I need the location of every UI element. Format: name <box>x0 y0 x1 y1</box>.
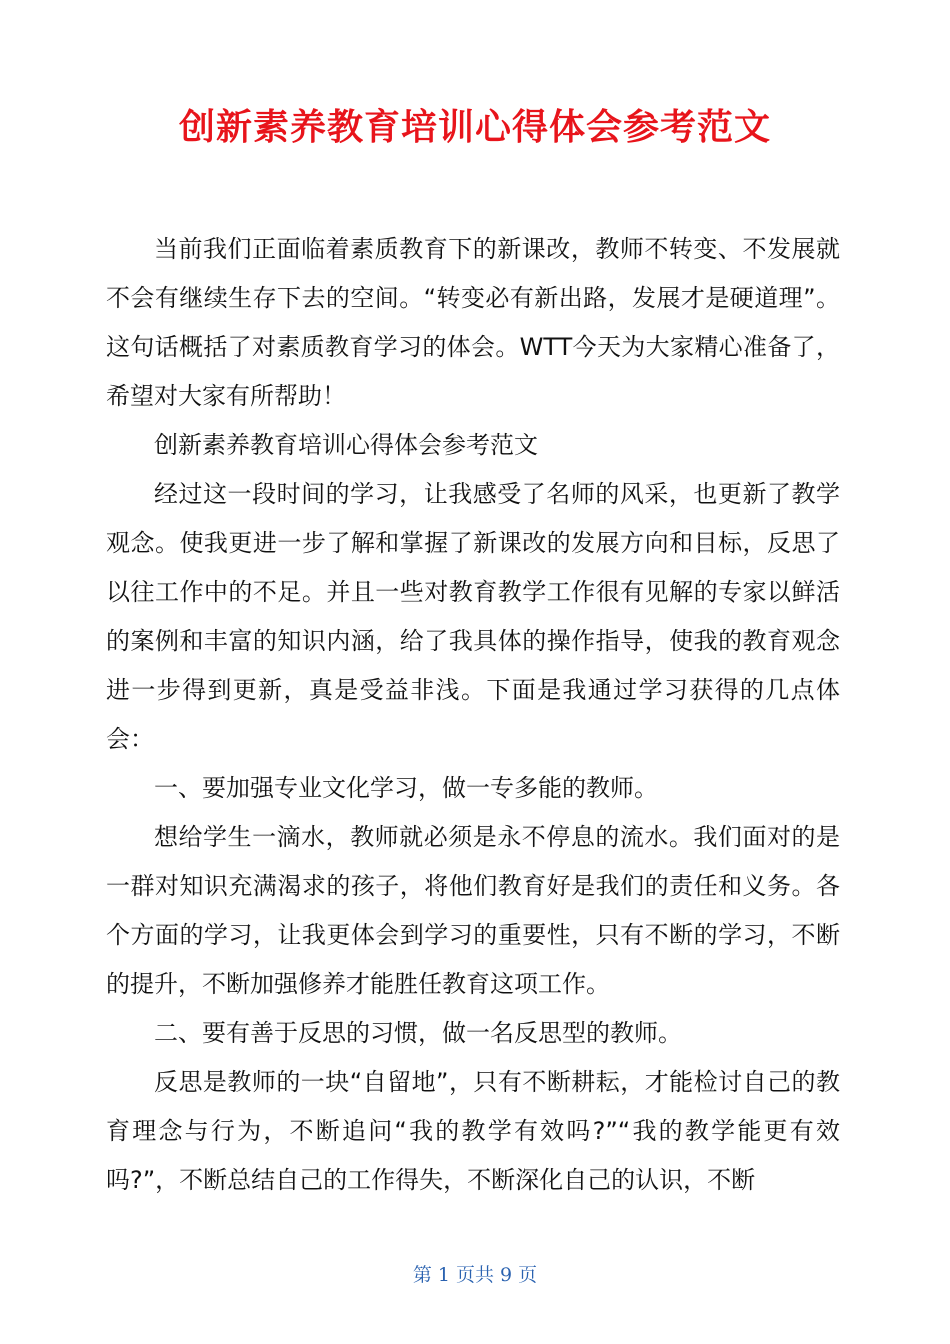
intro-paragraph: 当前我们正面临着素质教育下的新课改，教师不转变、不发展就不会有继续生存下去的空间。“转变必有新出路，发展才是硬道理”。这句话概括了对素质教育学习的体会。WTT今天为大家精心准备了，希望对大家有所帮助！ <box>106 235 840 410</box>
page-number-footer: 第 1 页共 9 页 <box>412 1264 538 1286</box>
body-paragraph: 经过这一段时间的学习，让我感受了名师的风采，也更新了教学观念。使我更进一步了解和掌握了新课改的发展方向和目标，反思了以往工作中的不足。并且一些对教育教学工作很有见解的专家以鲜活的案例和丰富的知识内涵，给了我具体的操作指导，使我的教育观念进一步得到更新，真是受益非浅。下面是我通过学习获得的几点体会： <box>106 480 840 753</box>
document-body <box>106 225 840 1205</box>
body-paragraph: 反思是教师的一块“自留地”，只有不断耕耘，才能检讨自己的教育理念与行为，不断追问“我的教学有效吗?”“我的教学能更有效吗?”，不断总结自己的工作得失，不断深化自己的认识，不断 <box>106 1068 840 1194</box>
section-heading-2: 二、要有善于反思的习惯，做一名反思型的教师。 <box>154 1019 682 1047</box>
document-title: 创新素养教育培训心得体会参考范文 <box>178 107 771 148</box>
section-heading-1: 一、要加强专业文化学习，做一专多能的教师。 <box>154 774 658 802</box>
subtitle-paragraph: 创新素养教育培训心得体会参考范文 <box>154 431 538 459</box>
body-paragraph: 想给学生一滴水，教师就必须是永不停息的流水。我们面对的是一群对知识充满渴求的孩子，将他们教育好是我们的责任和义务。各个方面的学习，让我更体会到学习的重要性，只有不断的学习，不断的提升，不断加强修养才能胜任教育这项工作。 <box>106 823 840 998</box>
